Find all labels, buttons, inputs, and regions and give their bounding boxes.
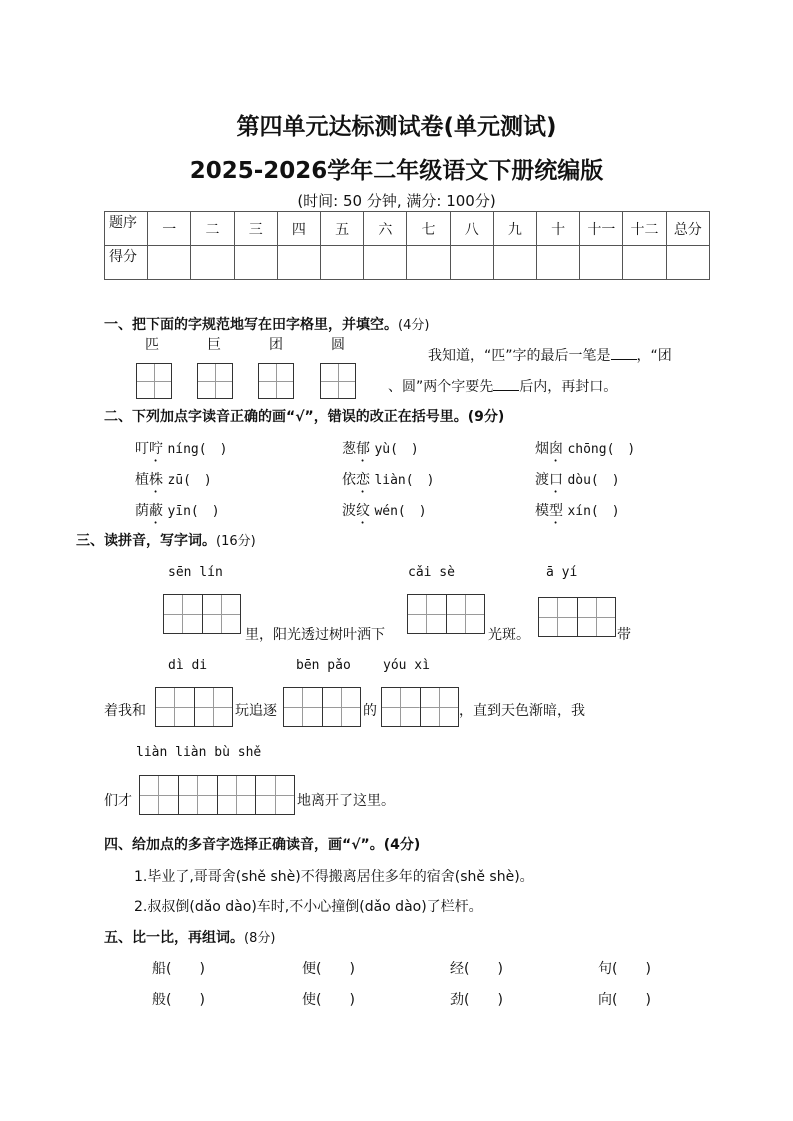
- q2-dotted-char: 蔽: [149, 503, 163, 519]
- answer-blank[interactable]: [493, 378, 519, 391]
- q2-dotted-char: 型: [549, 503, 563, 519]
- q2-word-char: 葱: [342, 441, 356, 457]
- q2-word-char: 叮: [135, 441, 149, 457]
- q2-pinyin[interactable]: xín( ): [567, 504, 620, 519]
- grid-cell[interactable]: [539, 598, 578, 636]
- q2-dotted-char: 恋: [356, 472, 370, 488]
- word-grid[interactable]: [407, 594, 485, 634]
- score-cell: 十一: [580, 212, 623, 246]
- grid-cell[interactable]: [156, 688, 195, 726]
- q3-pinyin: dì di: [168, 658, 208, 673]
- word-grid[interactable]: [139, 775, 295, 815]
- q5-item[interactable]: 使( ): [302, 992, 355, 1008]
- q2-item: [135, 438, 227, 465]
- score-input-cell[interactable]: [191, 246, 234, 280]
- grid-cell[interactable]: [284, 688, 323, 726]
- q3-pinyin: yóu xì: [383, 658, 430, 673]
- q3-heading-text: 三、读拼音，写字词。: [76, 533, 216, 549]
- grid-cell[interactable]: [421, 688, 459, 726]
- q2-dotted-char: 纹: [356, 503, 370, 519]
- score-cell: 总分: [666, 212, 709, 246]
- q5-item[interactable]: 句( ): [598, 961, 651, 977]
- q1-char: 巨: [207, 337, 221, 353]
- q2-word-char: 渡: [535, 472, 549, 488]
- grid-cell[interactable]: [447, 595, 485, 633]
- q3-text: 光斑。: [488, 627, 530, 643]
- q3-text: 里，阳光透过树叶洒下: [245, 627, 385, 643]
- q2-pinyin[interactable]: wén( ): [374, 504, 427, 519]
- grid-cell[interactable]: [578, 598, 616, 636]
- q3-text: 着我和: [104, 703, 146, 719]
- q1-char: 匹: [145, 337, 159, 353]
- word-grid[interactable]: [155, 687, 233, 727]
- score-cell: 二: [191, 212, 234, 246]
- q1-char: 团: [269, 337, 283, 353]
- q2-pinyin[interactable]: yù( ): [374, 442, 419, 457]
- score-cell: 五: [321, 212, 364, 246]
- score-cell: 九: [493, 212, 536, 246]
- q4-sentence[interactable]: 1.毕业了,哥哥舍(shě shè)不得搬离居住多年的宿舍(shě shè)。: [134, 869, 534, 885]
- word-grid[interactable]: [283, 687, 361, 727]
- q3-text: 的: [363, 703, 377, 719]
- q4-sentence[interactable]: 2.叔叔倒(dǎo dào)车时,不小心撞倒(dǎo dào)了栏杆。: [134, 899, 483, 915]
- q2-pinyin[interactable]: liàn( ): [374, 473, 435, 488]
- score-input-cell[interactable]: [321, 246, 364, 280]
- q2-word-char: 植: [135, 472, 149, 488]
- q1-text: ，“团: [636, 348, 672, 364]
- q2-item: [535, 500, 620, 527]
- q1-text: 我知道，“匹”字的最后一笔是: [428, 348, 611, 364]
- q3-text: 玩追逐: [235, 703, 277, 719]
- grid-cell[interactable]: [323, 688, 361, 726]
- q5-item[interactable]: 劲( ): [450, 992, 503, 1008]
- score-input-cell[interactable]: [148, 246, 191, 280]
- grid-cell[interactable]: [203, 595, 241, 633]
- q3-pinyin: sēn lín: [168, 565, 223, 580]
- q2-item: [342, 500, 427, 527]
- q3-pinyin: bēn pǎo: [296, 658, 351, 673]
- page-subtitle: 2025-2026学年二年级语文下册统编版: [189, 158, 604, 184]
- q2-item: [535, 469, 620, 496]
- tian-grid-box[interactable]: [136, 363, 172, 399]
- grid-cell[interactable]: [382, 688, 421, 726]
- q5-item[interactable]: 向( ): [598, 992, 651, 1008]
- q5-item[interactable]: 便( ): [302, 961, 355, 977]
- q1-char: 圆: [331, 337, 345, 353]
- grid-cell[interactable]: [408, 595, 447, 633]
- score-table-score-row: [105, 246, 710, 280]
- q3-text: 们才: [104, 793, 132, 809]
- score-input-cell[interactable]: [234, 246, 277, 280]
- q2-word-char: 荫: [135, 503, 149, 519]
- q2-pinyin[interactable]: zū( ): [167, 473, 212, 488]
- q3-points: (16分): [216, 534, 256, 549]
- score-cell: 十: [537, 212, 580, 246]
- q3-pinyin: liàn liàn bù shě: [136, 745, 262, 760]
- score-table-header-row: [105, 212, 710, 246]
- score-input-cell[interactable]: [580, 246, 623, 280]
- score-input-cell[interactable]: [364, 246, 407, 280]
- page-title: 第四单元达标测试卷(单元测试): [236, 114, 557, 140]
- q5-points: (8分): [244, 931, 276, 946]
- score-cell: 十二: [623, 212, 666, 246]
- q4-heading: 四、给加点的多音字选择正确读音，画“√”。(4分): [104, 837, 421, 853]
- q2-word-char: 模: [535, 503, 549, 519]
- q1-points: (4分): [398, 318, 430, 333]
- q5-item[interactable]: 般( ): [152, 992, 205, 1008]
- score-cell: 八: [450, 212, 493, 246]
- tian-grid-box[interactable]: [258, 363, 294, 399]
- score-input-cell[interactable]: [537, 246, 580, 280]
- score-row-label: 得分: [105, 246, 148, 280]
- q5-heading-text: 五、比一比，再组词。: [104, 930, 244, 946]
- word-grid[interactable]: [163, 594, 241, 634]
- score-input-cell[interactable]: [450, 246, 493, 280]
- q1-text: 后内，再封口。: [519, 379, 618, 395]
- score-input-cell[interactable]: [277, 246, 320, 280]
- q1-heading: [104, 314, 429, 334]
- q2-dotted-char: 口: [549, 472, 563, 488]
- q2-pinyin[interactable]: chōng( ): [567, 442, 636, 457]
- q2-item: [342, 438, 419, 465]
- q3-heading: [76, 530, 256, 550]
- q3-pinyin: ā yí: [546, 565, 578, 580]
- q5-heading: [104, 927, 275, 947]
- score-cell: 题序: [105, 212, 148, 246]
- score-cell: 七: [407, 212, 450, 246]
- q3-pinyin: cǎi sè: [408, 565, 455, 580]
- q2-item: [342, 469, 434, 496]
- grid-cell[interactable]: [164, 595, 203, 633]
- grid-cell[interactable]: [218, 776, 257, 814]
- grid-cell[interactable]: [195, 688, 233, 726]
- q2-heading: 二、下列加点字读音正确的画“√”，错误的改正在括号里。(9分): [104, 409, 505, 425]
- q2-dotted-char: 囱: [549, 441, 563, 457]
- q2-item: [135, 500, 220, 527]
- q2-dotted-char: 郁: [356, 441, 370, 457]
- q3-text: 地离开了这里。: [297, 793, 395, 809]
- q2-pinyin[interactable]: dòu( ): [567, 473, 620, 488]
- grid-cell[interactable]: [179, 776, 218, 814]
- score-cell: 四: [277, 212, 320, 246]
- q2-pinyin[interactable]: yīn( ): [167, 504, 220, 519]
- q1-fill-line1: [428, 345, 672, 365]
- q1-fill-line2: [388, 376, 617, 396]
- q2-dotted-char: 株: [149, 472, 163, 488]
- grid-cell[interactable]: [140, 776, 179, 814]
- q3-text: ，直到天色渐暗，我: [459, 703, 585, 719]
- q2-item: [535, 438, 635, 465]
- score-input-cell[interactable]: [623, 246, 666, 280]
- q5-item[interactable]: 船( ): [152, 961, 205, 977]
- q2-pinyin[interactable]: níng( ): [167, 442, 228, 457]
- score-input-cell[interactable]: [493, 246, 536, 280]
- q5-item[interactable]: 经( ): [450, 961, 503, 977]
- q1-heading-text: 一、把下面的字规范地写在田字格里，并填空。: [104, 317, 398, 333]
- tian-grid-box[interactable]: [197, 363, 233, 399]
- q2-item: [135, 469, 212, 496]
- exam-time-info: (时间: 50 分钟, 满分: 100分): [297, 192, 496, 210]
- score-input-cell[interactable]: [407, 246, 450, 280]
- tian-grid-box[interactable]: [320, 363, 356, 399]
- score-table: [104, 211, 710, 280]
- score-cell: 三: [234, 212, 277, 246]
- grid-cell[interactable]: [256, 776, 294, 814]
- q2-word-char: 波: [342, 503, 356, 519]
- q2-dotted-char: 咛: [149, 441, 163, 457]
- q2-word-char: 依: [342, 472, 356, 488]
- score-cell: 六: [364, 212, 407, 246]
- score-cell: 一: [148, 212, 191, 246]
- q1-text: 、圆”两个字要先: [388, 379, 494, 395]
- word-grid[interactable]: [538, 597, 616, 637]
- word-grid[interactable]: [381, 687, 459, 727]
- q3-text: 带: [617, 627, 631, 643]
- answer-blank[interactable]: [611, 347, 637, 360]
- q2-word-char: 烟: [535, 441, 549, 457]
- score-input-cell[interactable]: [666, 246, 709, 280]
